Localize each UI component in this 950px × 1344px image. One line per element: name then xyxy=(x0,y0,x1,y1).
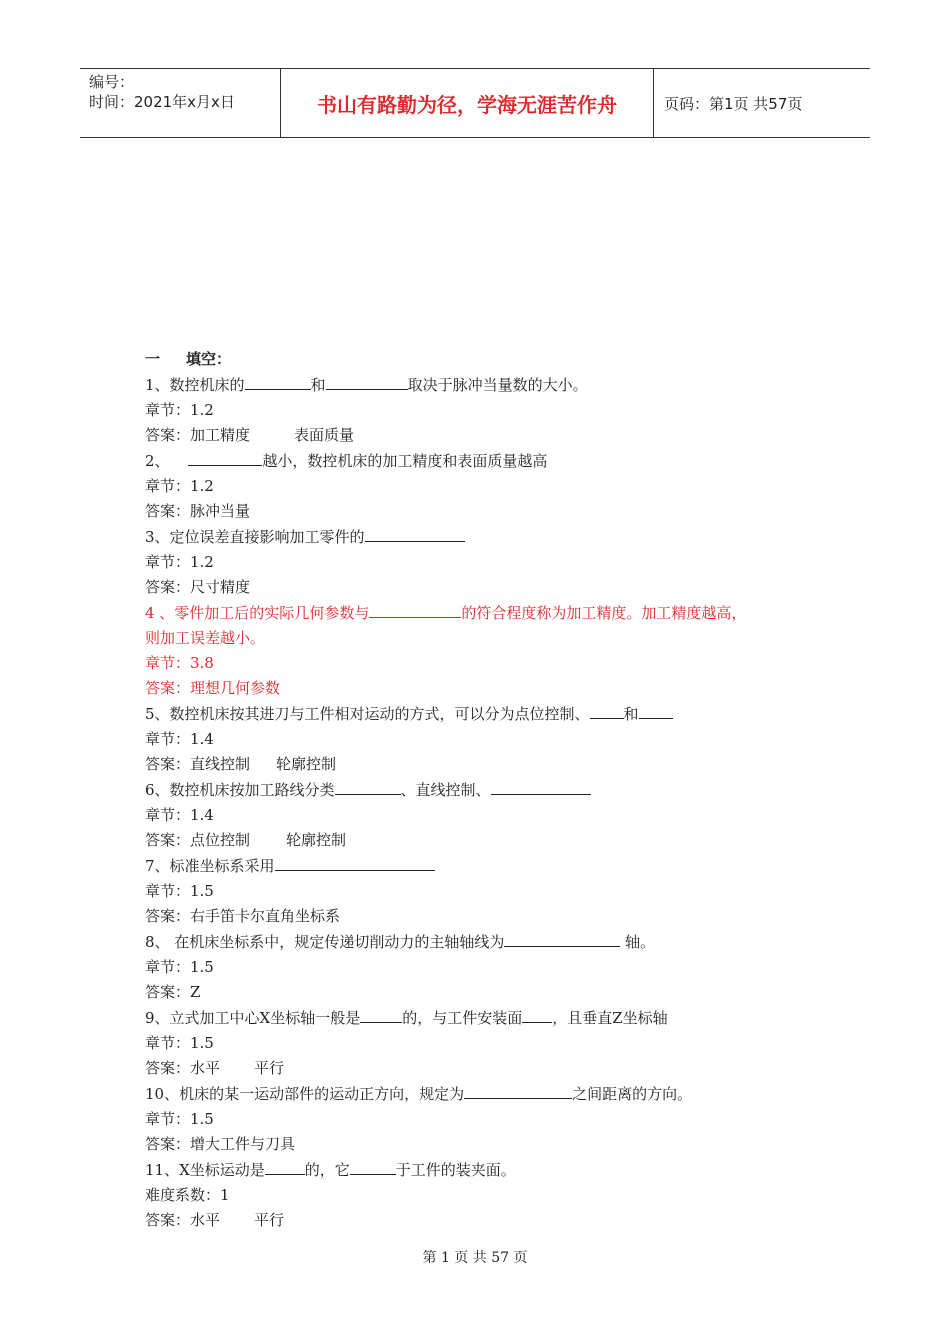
fill-blank xyxy=(491,777,591,795)
header-motto: 书山有路勤为径，学海无涯苦作舟 xyxy=(281,69,654,137)
chapter-line: 章节：1.2 xyxy=(145,553,214,571)
fill-blank xyxy=(188,448,262,466)
chapter-line: 章节：1.5 xyxy=(145,882,214,900)
answer-line: 答案：理想几何参数 xyxy=(145,679,281,697)
difficulty-line: 难度系数：1 xyxy=(145,1186,230,1204)
answer-text: 平行 xyxy=(254,1059,285,1077)
chapter-line: 章节：1.4 xyxy=(145,730,214,748)
chapter-line: 章节：1.2 xyxy=(145,477,214,495)
fill-blank xyxy=(522,1005,552,1023)
fill-blank xyxy=(464,1081,572,1099)
question-text: 5、数控机床按其进刀与工件相对运动的方式，可以分为点位控制、 xyxy=(145,705,590,723)
question-text: 7、标准坐标系采用 xyxy=(145,857,275,875)
question-7 xyxy=(145,853,825,879)
question-10 xyxy=(145,1081,825,1107)
chapter-line: 章节：1.2 xyxy=(145,401,214,419)
question-9 xyxy=(145,1005,825,1031)
header-meta xyxy=(80,69,281,137)
question-text: 、直线控制、 xyxy=(400,781,491,799)
chapter-line: 章节：1.5 xyxy=(145,1034,214,1052)
answer-text: 答案：水平 xyxy=(145,1059,221,1077)
question-5 xyxy=(145,701,825,727)
question-text: 2、 xyxy=(145,452,175,470)
chapter-line: 章节：3.8 xyxy=(145,654,214,672)
section-title xyxy=(145,347,825,372)
question-11 xyxy=(145,1157,825,1183)
answer-line: 答案：右手笛卡尔直角坐标系 xyxy=(145,907,341,925)
answer-line: 答案：脉冲当量 xyxy=(145,502,251,520)
fill-blank xyxy=(335,777,401,795)
question-text: 11、X坐标运动是 xyxy=(145,1161,265,1179)
question-text: 取决于脉冲当量数的大小。 xyxy=(407,376,588,394)
question-text: 于工件的装夹面。 xyxy=(395,1161,516,1179)
fill-blank xyxy=(369,600,461,618)
question-text: 之间距离的方向。 xyxy=(572,1085,693,1103)
question-text: 6、数控机床按加工路线分类 xyxy=(145,781,335,799)
question-2 xyxy=(145,448,825,474)
fill-blank xyxy=(590,701,624,719)
question-3 xyxy=(145,524,825,550)
question-1 xyxy=(145,372,825,398)
chapter-line: 章节：1.4 xyxy=(145,806,214,824)
question-text: 的，与工件安装面 xyxy=(402,1009,523,1027)
chapter-line: 章节：1.5 xyxy=(145,958,214,976)
answer-line: 答案：增大工件与刀具 xyxy=(145,1135,296,1153)
answer-line xyxy=(145,752,825,777)
fill-blank xyxy=(245,372,311,390)
question-8 xyxy=(145,929,825,955)
question-text: 3、定位误差直接影响加工零件的 xyxy=(145,528,365,546)
section-number: 一 xyxy=(145,350,161,368)
fill-blank xyxy=(265,1157,305,1175)
answer-line xyxy=(145,1208,825,1233)
question-text: 的符合程度称为加工精度。加工精度越高， xyxy=(461,604,747,622)
answer-text: 答案：水平 xyxy=(145,1211,221,1229)
chapter-line: 章节：1.5 xyxy=(145,1110,214,1128)
question-text: 10、机床的某一运动部件的运动正方向，规定为 xyxy=(145,1085,465,1103)
answer-line xyxy=(145,1056,825,1081)
answer-text: 表面质量 xyxy=(294,426,355,444)
question-text: 4 、零件加工后的实际几何参数与 xyxy=(145,604,370,622)
answer-text: 轮廓控制 xyxy=(276,755,337,773)
question-text: 1、数控机床的 xyxy=(145,376,245,394)
fill-blank xyxy=(326,372,408,390)
answer-line xyxy=(145,828,825,853)
question-text: 8、 在机床坐标系中，规定传递切削动力的主轴轴线为 xyxy=(145,933,505,951)
answer-text: 平行 xyxy=(254,1211,285,1229)
code-label: 编号： xyxy=(89,73,135,91)
question-text: 的，它 xyxy=(304,1161,350,1179)
fill-blank xyxy=(360,1005,402,1023)
answer-line: 答案：Z xyxy=(145,983,201,1001)
section-heading: 填空： xyxy=(186,350,232,368)
answer-text: 答案：加工精度 xyxy=(145,426,251,444)
answer-line xyxy=(145,423,825,448)
time-label: 时间：2021年x月x日 xyxy=(89,93,235,111)
fill-blank xyxy=(275,853,435,871)
question-text: 越小，数控机床的加工精度和表面质量越高 xyxy=(262,452,548,470)
page-footer: 第 1 页 共 57 页 xyxy=(422,1250,528,1266)
question-4-continued: 则加工误差越小。 xyxy=(145,629,266,647)
answer-text: 答案：点位控制 xyxy=(145,831,251,849)
fill-blank xyxy=(639,701,673,719)
header-table xyxy=(80,68,870,138)
question-4 xyxy=(145,600,825,626)
fill-blank xyxy=(350,1157,396,1175)
question-6 xyxy=(145,777,825,803)
fill-blank xyxy=(504,929,620,947)
fill-blank xyxy=(365,524,465,542)
question-text: 轴。 xyxy=(620,933,656,951)
question-text: 和 xyxy=(310,376,326,394)
answer-text: 答案：直线控制 xyxy=(145,755,251,773)
answer-line: 答案：尺寸精度 xyxy=(145,578,251,596)
answer-text: 轮廓控制 xyxy=(286,831,347,849)
question-text: 9、立式加工中心X坐标轴一般是 xyxy=(145,1009,361,1027)
question-text: 和 xyxy=(623,705,639,723)
document-body xyxy=(145,347,825,1233)
header-page-info: 页码：第1页 共57页 xyxy=(664,94,803,113)
question-text: ，且垂直Z坐标轴 xyxy=(552,1009,668,1027)
